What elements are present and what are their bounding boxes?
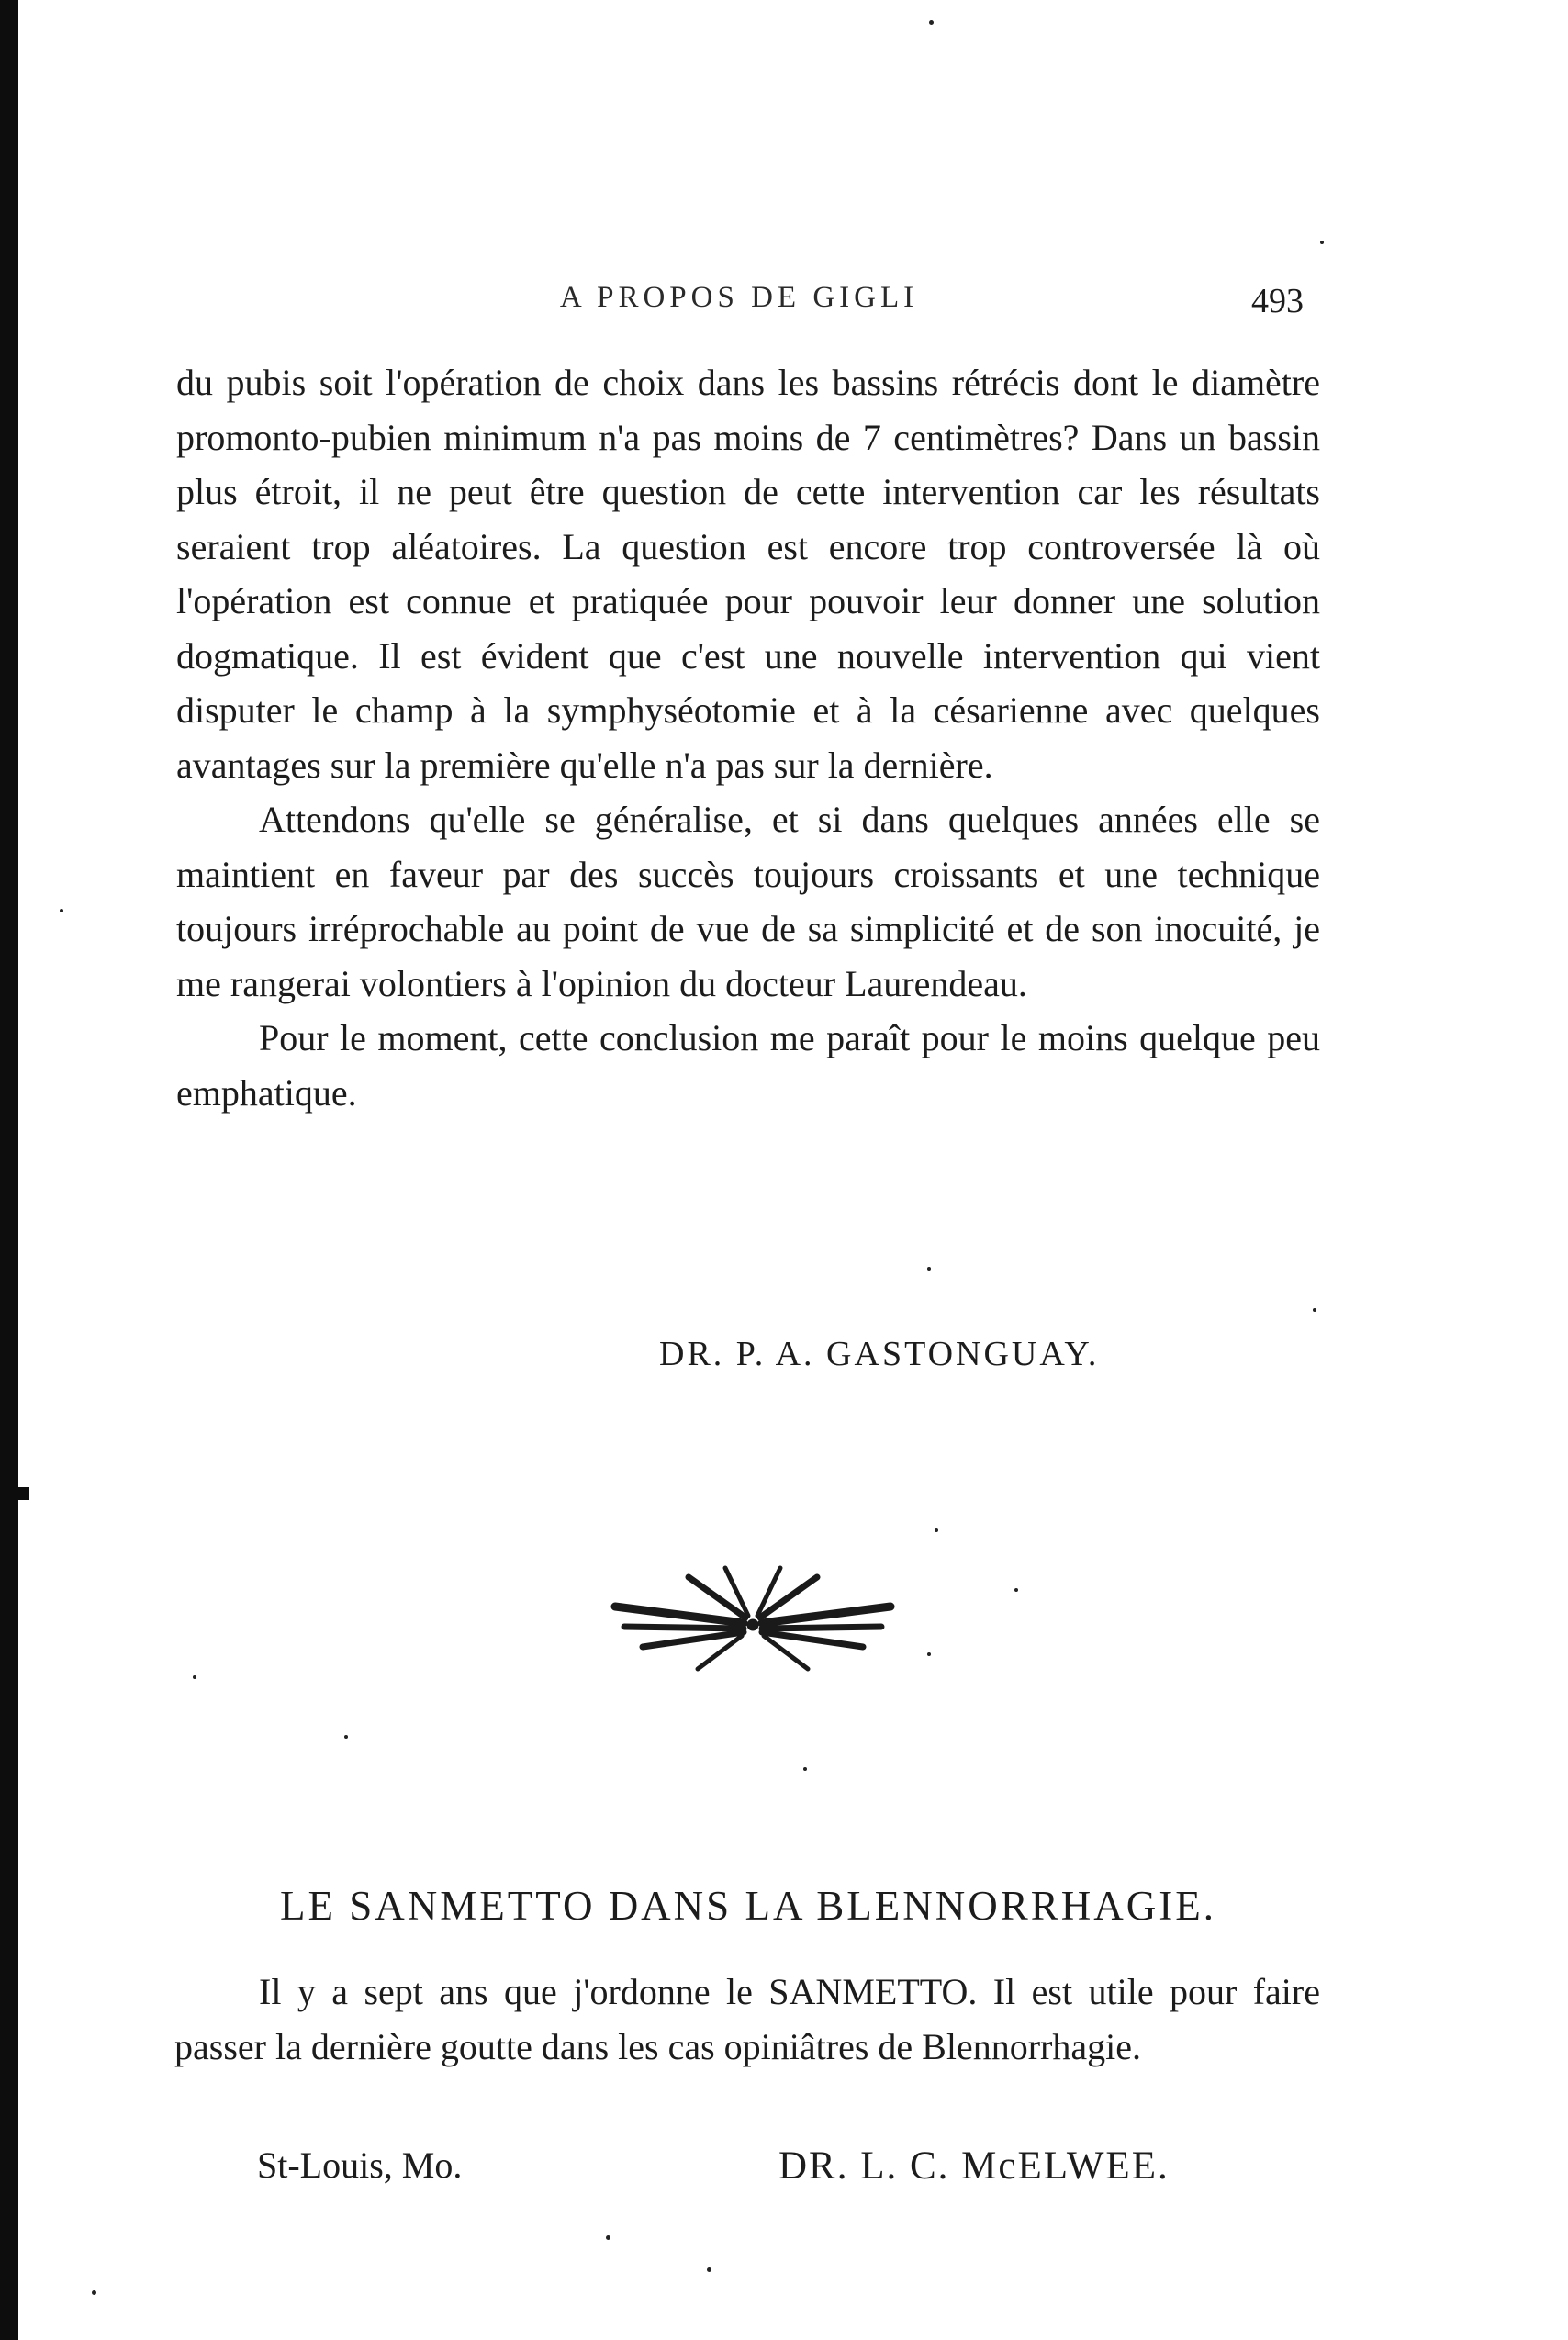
- ornament-divider: [606, 1551, 900, 1689]
- print-speck: [344, 1735, 348, 1739]
- print-speck: [927, 1267, 931, 1271]
- section-title: LE SANMETTO DANS LA BLENNORRHAGIE.: [280, 1883, 1216, 1929]
- running-head: [174, 281, 1304, 327]
- page-binding-edge: [0, 0, 18, 2340]
- print-speck: [606, 2235, 610, 2240]
- print-speck: [935, 1528, 938, 1532]
- print-speck: [92, 2290, 96, 2295]
- signature-place: St-Louis, Mo.: [257, 2144, 463, 2186]
- print-speck: [707, 2267, 711, 2272]
- page-number: 493: [1251, 282, 1304, 320]
- print-speck: [1313, 1308, 1316, 1312]
- paragraph: Attendons qu'elle se généralise, et si dans quelques années elle se maintient en faveur par des succès toujours croissants et une technique toujours irréprochable au point de vue de sa simplicité et de son inocuité, je me rangerai volontiers à l'opinion du docteur Laurendeau.: [176, 799, 1320, 1004]
- running-title: A PROPOS DE GIGLI: [559, 281, 919, 314]
- print-speck: [1014, 1588, 1018, 1592]
- sanmetto-text: [174, 1965, 1320, 2075]
- paragraph: Il y a sept ans que j'ordonne le SANMETTO. Il est utile pour faire passer la dernière goutte dans les cas opiniâtres de Blennorrhagie.: [174, 1971, 1320, 2067]
- author-signature: DR. P. A. GASTONGUAY.: [659, 1335, 1100, 1373]
- print-speck: [803, 1767, 807, 1771]
- paragraph: Pour le moment, cette conclusion me paraît pour le moins quelque peu emphatique.: [176, 1017, 1320, 1114]
- author-signature: DR. L. C. McELWEE.: [778, 2144, 1170, 2188]
- print-speck: [60, 909, 63, 912]
- article-text: [176, 355, 1320, 1120]
- print-speck: [927, 1652, 931, 1656]
- print-speck: [193, 1675, 196, 1679]
- paragraph: du pubis soit l'opération de choix dans les bassins rétrécis dont le diamètre promonto-pubien minimum n'a pas moins de 7 centimètres? Dans un bassin plus étroit, il ne peut être question de cette intervention car les résultats seraient trop aléatoires. La question est encore trop controversée là où l'opération est connue et pratiquée pour pouvoir leur donner une solution dogmatique. Il est évident que c'est une nouvelle intervention qui vient disputer le champ à la symphyséotomie et à la césarienne avec quelques avantages sur la première qu'elle n'a pas sur la dernière.: [176, 362, 1320, 786]
- print-speck: [929, 20, 934, 25]
- print-speck: [1320, 241, 1324, 244]
